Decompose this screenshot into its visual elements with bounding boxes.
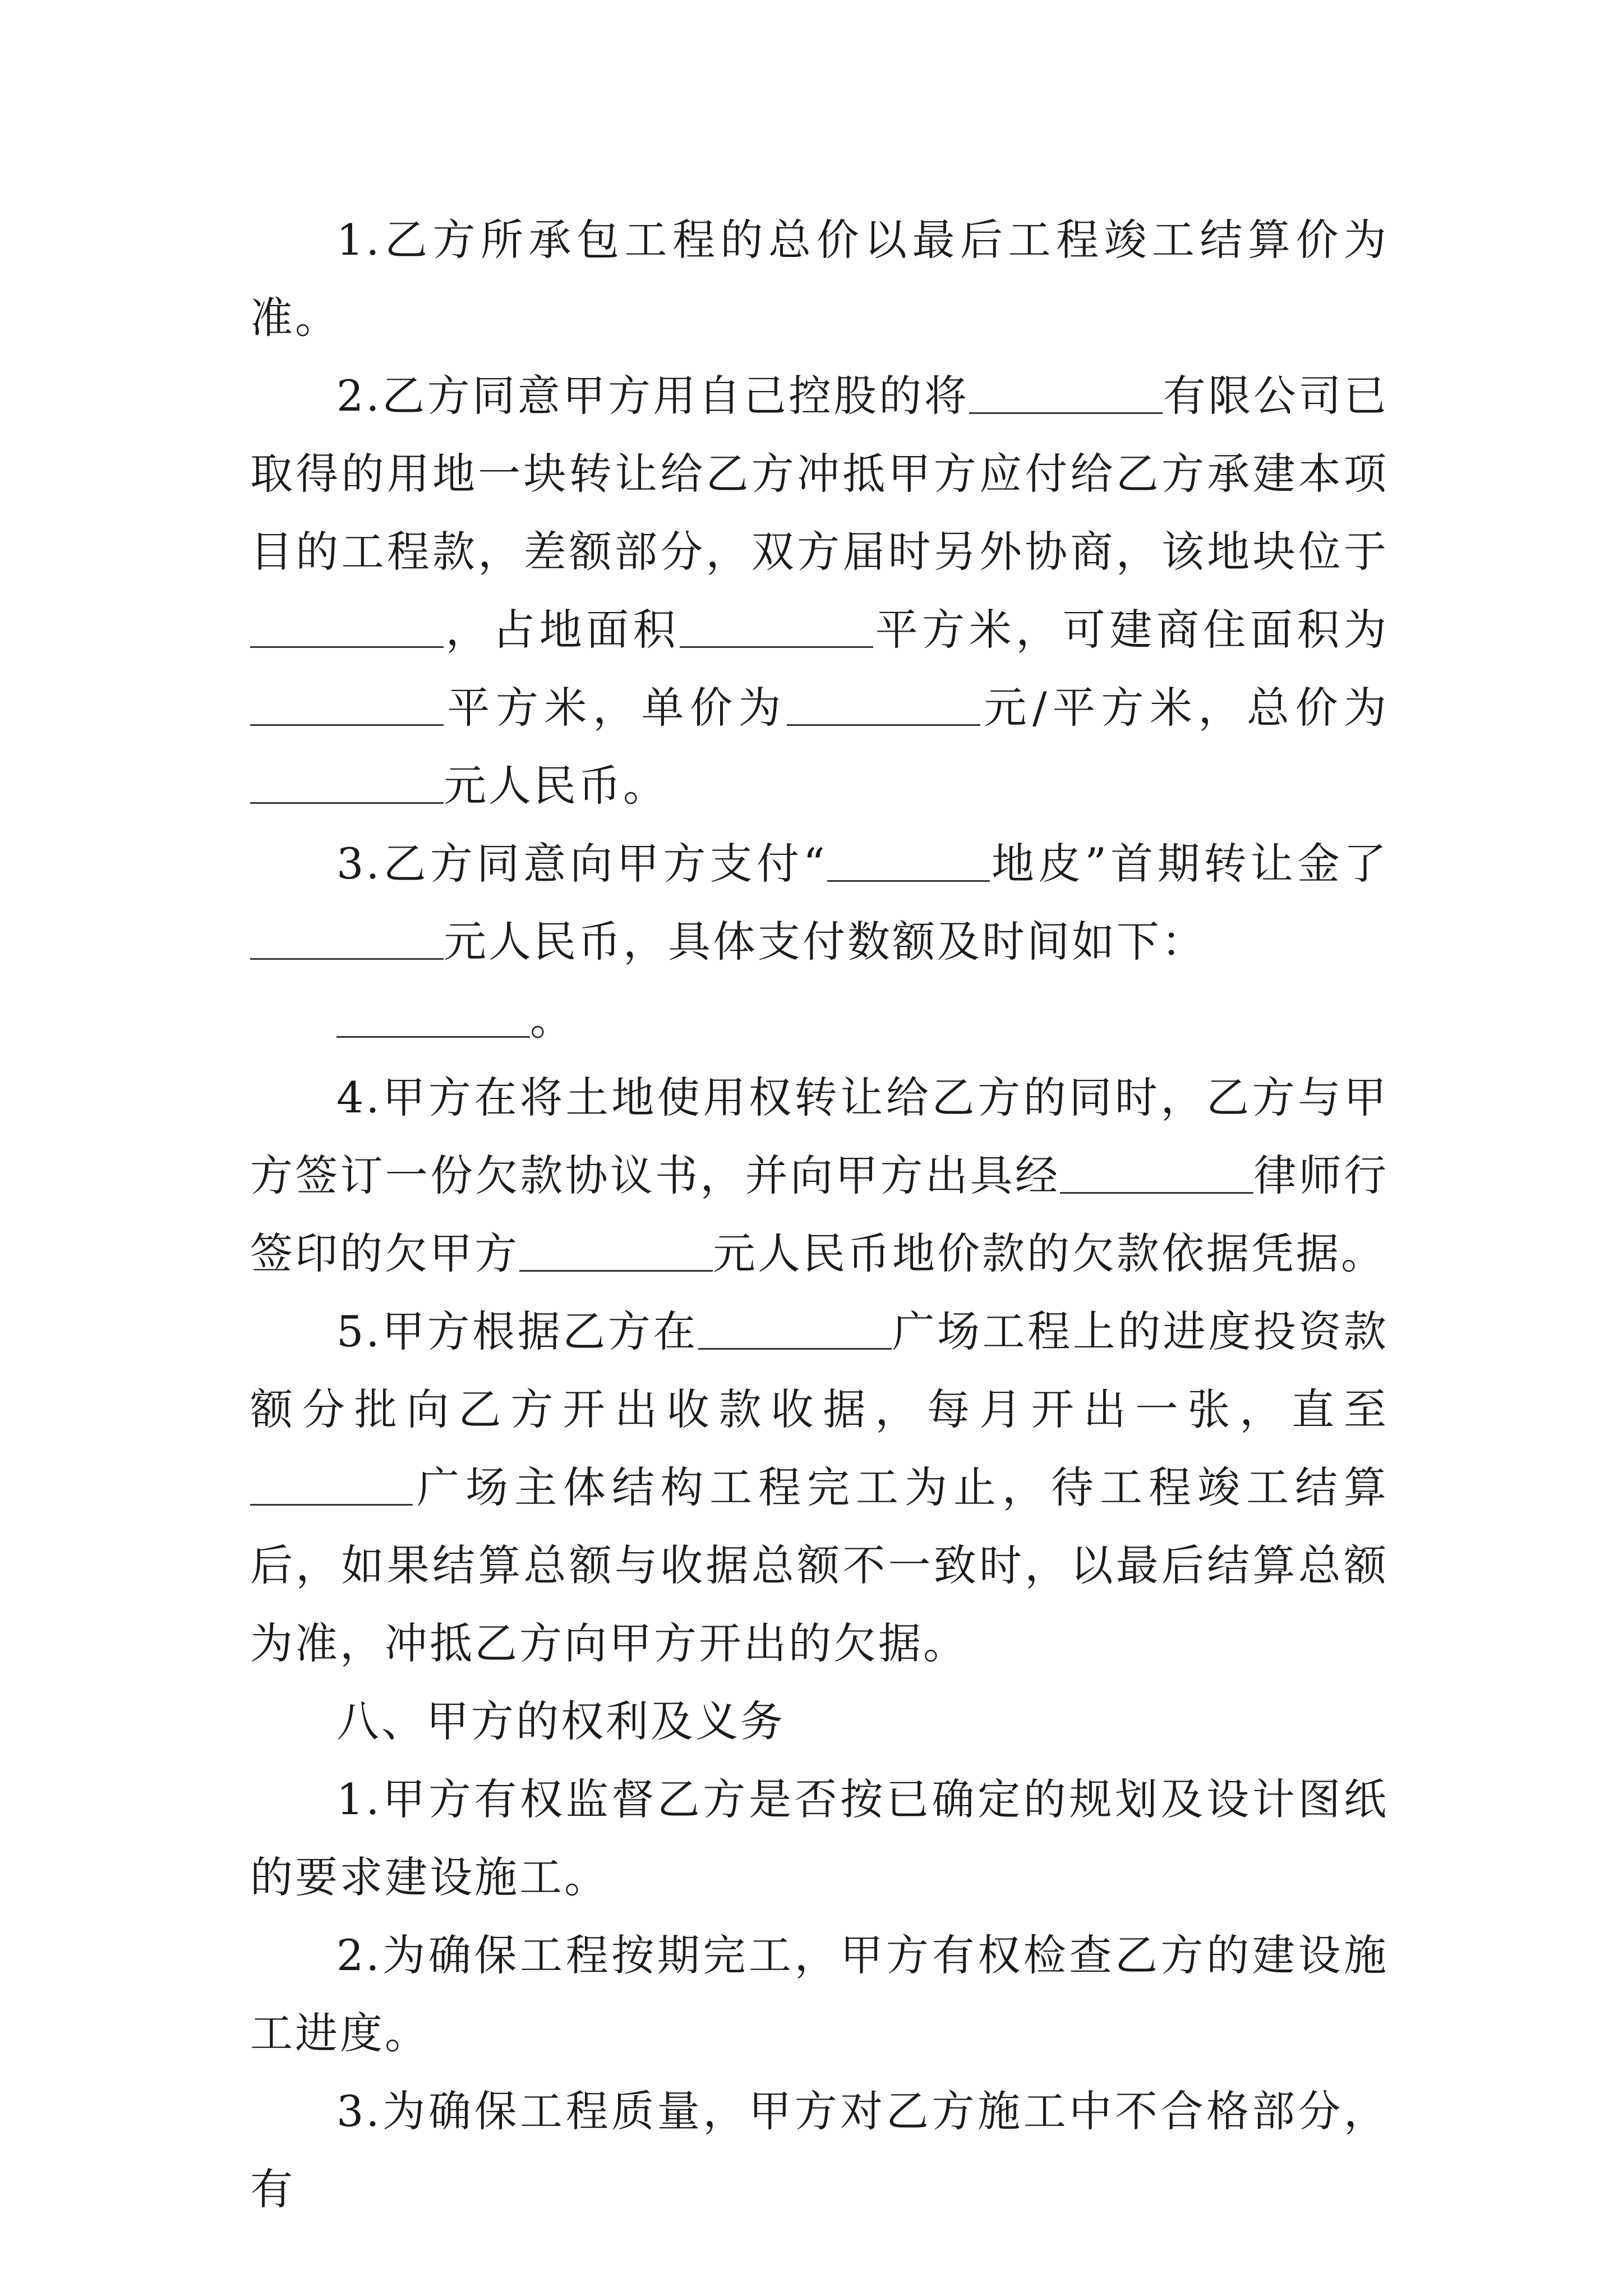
- clause-7-3: [250, 825, 1389, 981]
- text-run: 律师行签印的欠甲方: [250, 1151, 1389, 1278]
- text-run: 。: [530, 995, 575, 1045]
- clause-8-1: [250, 1760, 1389, 1916]
- blank-field-land-name[interactable]: [827, 846, 990, 882]
- clause-7-2: [250, 357, 1389, 825]
- clause-8-3: [250, 2072, 1389, 2228]
- text-run: 元人民币，具体支付数额及时间如下：: [444, 917, 1206, 967]
- text-run: 元人民币。: [444, 761, 668, 811]
- blank-field-company[interactable]: [969, 379, 1163, 414]
- text-run: 广场主体结构工程完工为止，待工程竣工结算后，如果结算总额与收据总额不一致时，以最后结算总额为准，冲抵乙方向甲方开出的欠据。: [250, 1462, 1389, 1668]
- text-run: 地皮”首期转让金了: [989, 839, 1389, 889]
- blank-field-location[interactable]: [250, 613, 444, 648]
- clause-7-1: [250, 201, 1389, 357]
- clause-7-3-schedule: [250, 981, 1389, 1059]
- text-run: 平方米，可建商住面积为: [873, 605, 1389, 655]
- document-body: [250, 201, 1389, 2228]
- text-run: 2.为确保工程按期完工，甲方有权检查乙方的建设施工进度。: [250, 1930, 1389, 2058]
- text-run: 元人民币地价款的欠款依据凭据。: [713, 1228, 1386, 1278]
- blank-field-debt-amount[interactable]: [519, 1236, 713, 1272]
- blank-field-first-payment[interactable]: [250, 924, 444, 960]
- clause-7-4: [250, 1059, 1389, 1292]
- blank-field-unit-price[interactable]: [787, 691, 980, 726]
- text-run: ，占地面积: [444, 605, 680, 655]
- blank-field-total-price[interactable]: [250, 769, 444, 804]
- text-run: 5.甲方根据乙方在: [336, 1306, 698, 1356]
- text-run: 4.甲方在将土地使用权转让给乙方的同时，乙方与甲方签订一份欠款协议书，并向甲方出具经: [250, 1073, 1389, 1200]
- text-run: 八、甲方的权利及义务: [336, 1696, 785, 1746]
- blank-field-building-area[interactable]: [250, 691, 444, 726]
- blank-field-plaza-name[interactable]: [698, 1314, 892, 1350]
- clause-8-2: [250, 1916, 1389, 2072]
- clause-7-5: [250, 1292, 1389, 1682]
- text-run: 平方米，单价为: [444, 683, 787, 733]
- section-heading-8: [250, 1682, 1389, 1760]
- text-run: 1.甲方有权监督乙方是否按已确定的规划及设计图纸的要求建设施工。: [250, 1774, 1389, 1902]
- text-run: 元/平方米，总价为: [980, 683, 1389, 733]
- text-run: 有限公司已取得的用地一块转让给乙方冲抵甲方应付给乙方承建本项目的工程款，差额部分，双方届时另外协商，该地块位于: [250, 371, 1389, 577]
- blank-field-payment-schedule[interactable]: [336, 1002, 530, 1038]
- text-run: 1.乙方所承包工程的总价以最后工程竣工结算价为准。: [250, 215, 1389, 343]
- text-run: 3.为确保工程质量，甲方对乙方施工中不合格部分，有: [250, 2086, 1389, 2214]
- text-run: 广场工程上的进度投资款额分批向乙方开出收款收据，每月开出一张，直至: [250, 1306, 1389, 1434]
- text-run: 2.乙方同意甲方用自己控股的将: [336, 371, 970, 421]
- blank-field-land-area[interactable]: [680, 613, 873, 648]
- blank-field-law-firm[interactable]: [1060, 1158, 1253, 1194]
- text-run: 3.乙方同意向甲方支付“: [336, 839, 827, 889]
- blank-field-plaza-name-2[interactable]: [250, 1470, 413, 1506]
